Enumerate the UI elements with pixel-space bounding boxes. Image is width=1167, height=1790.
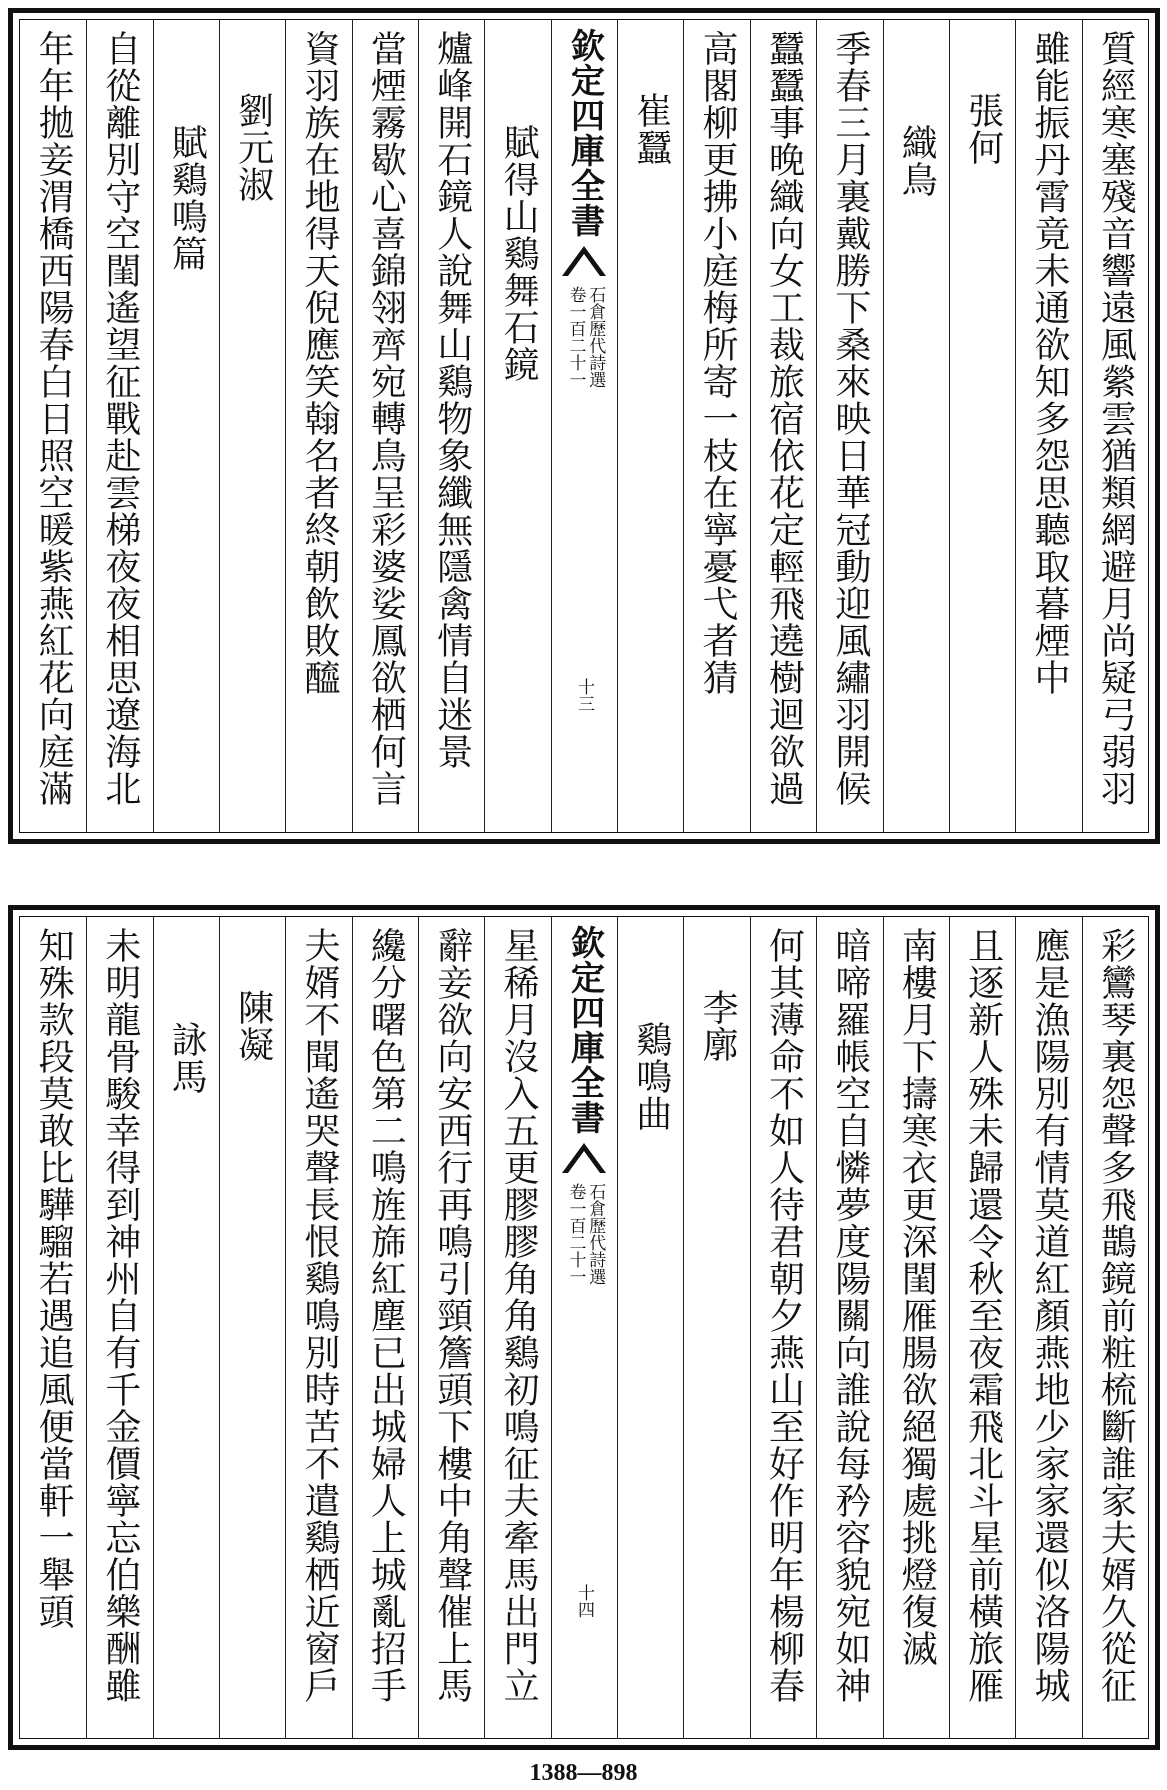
bottom-page <box>8 905 1160 1750</box>
text-line: 詠馬 <box>166 1021 208 1095</box>
bottom-column-right-1 <box>1082 917 1148 1738</box>
book-title: 欽定四庫全書 <box>564 28 605 238</box>
bottom-column-right-7 <box>683 917 749 1738</box>
text-line: 張何 <box>962 92 1004 166</box>
top-column-left-4 <box>285 20 351 832</box>
text-line: 鷄鳴曲 <box>630 1021 672 1132</box>
text-line: 賦鷄鳴篇 <box>166 124 208 272</box>
bottom-column-right-4 <box>883 917 949 1738</box>
text-line: 夫婿不聞遙哭聲長恨鷄鳴別時苦不遣鷄栖近窗戶 <box>299 927 340 1704</box>
bottom-column-left-2 <box>418 917 484 1738</box>
top-page <box>8 8 1160 844</box>
text-line: 蠶蠶事晚織向女工裁旅宿依花定輕飛遶樹迴欲過 <box>763 30 805 807</box>
top-column-right-5 <box>816 20 882 832</box>
text-line: 高閣柳更拂小庭梅所寄一枝在寧憂弋者猜 <box>697 30 739 696</box>
text-line: 賦得山鷄舞石鏡 <box>498 124 540 383</box>
top-column-left-6 <box>153 20 219 832</box>
text-line: 劉元淑 <box>232 92 274 203</box>
top-column-right-8 <box>617 20 683 832</box>
text-line: 星稀月沒入五更膠膠角角鷄初鳴征夫牽馬出門立 <box>498 927 540 1704</box>
bottom-column-right-6 <box>750 917 816 1738</box>
text-line: 未明龍骨駿幸得到神州自有千金價寧忘伯樂酬雖 <box>99 927 141 1704</box>
top-page-frame <box>19 19 1149 833</box>
top-column-right-7 <box>683 20 749 832</box>
top-column-right-2 <box>1015 20 1081 832</box>
gutter-sub-left: 卷一百二十一 <box>565 1183 586 1285</box>
text-line: 季春三月裏戴勝下桑來映日華冠動迎風繡羽開候 <box>829 30 871 807</box>
bottom-column-left-7 <box>86 917 152 1738</box>
bottom-column-left-1 <box>484 917 550 1738</box>
bottom-center-gutter <box>551 917 617 1738</box>
text-line: 爐峰開石鏡人說舞山鷄物象纖無隱禽情自迷景 <box>431 30 473 770</box>
gutter-subtitles <box>566 286 604 388</box>
book-title: 欽定四庫全書 <box>564 925 605 1135</box>
top-column-right-4 <box>883 20 949 832</box>
text-line: 當煙霧歇心喜錦翎齊宛轉鳥呈彩婆娑鳳欲栖何言 <box>365 30 407 807</box>
bottom-page-frame <box>19 916 1149 1739</box>
text-line: 知殊款段莫敢比驊騮若遇追風便當軒一舉頭 <box>33 927 75 1630</box>
text-line: 崔蠶 <box>630 92 672 166</box>
top-column-right-3 <box>949 20 1015 832</box>
text-line: 雖能振丹霄竟未通欲知多怨思聽取暮煙中 <box>1028 30 1070 696</box>
top-column-left-8 <box>20 20 86 832</box>
top-column-left-2 <box>418 20 484 832</box>
text-line: 李廓 <box>697 989 739 1063</box>
text-line: 年年拋妾渭橋西陽春白日照空暖紫燕紅花向庭滿 <box>33 30 75 807</box>
leaf-number: 十三 <box>573 678 594 712</box>
text-line: 彩鸞琴裏怨聲多飛鵲鏡前粧梳斷誰家夫婿久從征 <box>1095 927 1137 1704</box>
text-line: 質經寒塞殘音響遠風縈雲猶類網避月尚疑弓弱羽 <box>1095 30 1137 807</box>
top-column-left-1 <box>484 20 550 832</box>
text-line: 且逐新人殊未歸還令秋至夜霜飛北斗星前橫旅雁 <box>962 927 1004 1704</box>
bottom-column-right-8 <box>617 917 683 1738</box>
leaf-number: 十四 <box>573 1584 594 1618</box>
gutter-subtitles <box>566 1183 604 1285</box>
top-column-right-6 <box>750 20 816 832</box>
bottom-column-right-5 <box>816 917 882 1738</box>
gutter-sub-right: 石倉歷代詩選 <box>585 1183 606 1285</box>
bottom-column-right-2 <box>1015 917 1081 1738</box>
fishtail-mark-icon <box>562 1143 606 1177</box>
top-column-left-5 <box>219 20 285 832</box>
page-footer-code: 1388—898 <box>529 1760 638 1786</box>
top-column-left-7 <box>86 20 152 832</box>
text-line: 暗啼羅帳空自憐夢度陽關向誰說每矜容貌宛如神 <box>829 927 871 1704</box>
top-columns <box>20 20 1148 832</box>
fishtail-mark-icon <box>562 246 606 280</box>
bottom-column-left-5 <box>219 917 285 1738</box>
text-line: 南樓月下擣寒衣更深閨雁腸欲絕獨處挑燈復滅 <box>896 927 938 1667</box>
top-column-right-1 <box>1082 20 1148 832</box>
text-line: 資羽族在地得天倪應笑翰名者終朝飲敗醯 <box>299 30 340 696</box>
text-line: 織鳥 <box>896 124 938 198</box>
top-center-gutter <box>551 20 617 832</box>
gutter-sub-left: 卷一百二十一 <box>565 286 586 388</box>
text-line: 何其薄命不如人待君朝夕燕山至好作明年楊柳春 <box>763 927 805 1704</box>
bottom-column-left-3 <box>352 917 418 1738</box>
bottom-columns <box>20 917 1148 1738</box>
text-line: 辭妾欲向安西行再鳴引頸簷頭下樓中角聲催上馬 <box>431 927 473 1704</box>
bottom-column-left-6 <box>153 917 219 1738</box>
text-line: 自從離別守空閨遙望征戰赴雲梯夜夜相思遼海北 <box>99 30 141 807</box>
text-line: 應是漁陽別有情莫道紅顏燕地少家家還似洛陽城 <box>1028 927 1070 1704</box>
text-line: 陳凝 <box>232 989 274 1063</box>
bottom-column-left-8 <box>20 917 86 1738</box>
top-column-left-3 <box>352 20 418 832</box>
gutter-sub-right: 石倉歷代詩選 <box>585 286 606 388</box>
bottom-column-left-4 <box>285 917 351 1738</box>
text-line: 纔分曙色第二鳴旌旆紅塵已出城婦人上城亂招手 <box>365 927 407 1704</box>
bottom-column-right-3 <box>949 917 1015 1738</box>
